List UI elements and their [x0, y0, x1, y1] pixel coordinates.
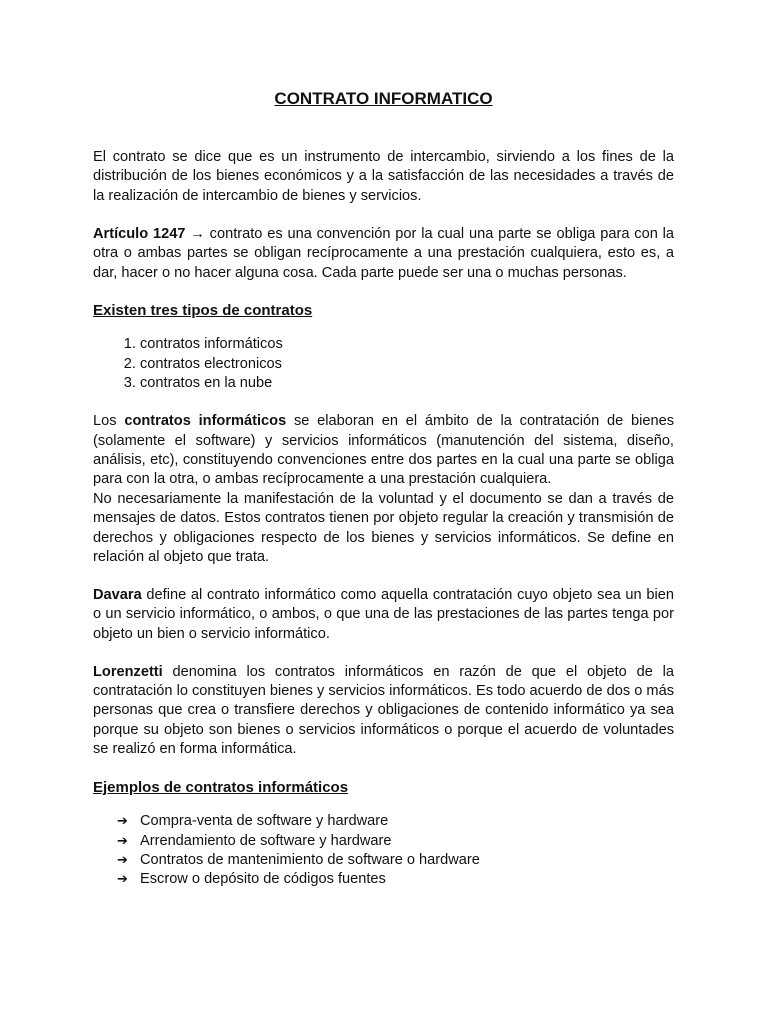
list-item	[117, 832, 674, 851]
tipos-heading: Existen tres tipos de contratos	[93, 302, 313, 320]
list-item-text: Arrendamiento de software y hardware	[140, 832, 392, 849]
ejemplos-heading: Ejemplos de contratos informáticos	[93, 779, 349, 797]
list-item: 3. contratos en la nube	[140, 374, 674, 393]
arrow-bullet-icon: ➔	[117, 814, 128, 830]
list-item: 1. contratos informáticos	[140, 335, 674, 354]
list-item	[117, 851, 674, 870]
arrow-bullet-icon: ➔	[117, 872, 128, 888]
informaticos-paragraph	[93, 412, 674, 490]
list-item-text: Contratos de mantenimiento de software o hardware	[140, 851, 480, 868]
lorenzetti-text: denomina los contratos informáticos en razón de que el objeto de la contratación lo constituyen bienes y servicios informáticos. Es todo acuerdo de dos o más personas que crea o transfiere derechos y obligaciones de contenido informático ya sea porque su objeto son bienes o servicios informáticos o porque el acuerdo de voluntades se realizó en forma informática.	[93, 663, 674, 758]
informaticos-pre: Los	[93, 413, 125, 430]
list-item	[117, 812, 674, 831]
articulo-paragraph	[93, 225, 674, 283]
lorenzetti-paragraph	[93, 663, 674, 760]
articulo-arrow: →	[190, 225, 205, 242]
articulo-label: Artículo 1247	[93, 225, 186, 242]
davara-name: Davara	[93, 586, 142, 603]
informaticos-second-paragraph: No necesariamente la manifestación de la voluntad y el documento se dan a través de mensajes de datos. Estos contratos tienen por objeto regular la creación y transmisión de derechos y obligaciones respecto de los bienes y servicios informáticos. Se define en relación al objeto que trata.	[93, 490, 674, 565]
document-page	[93, 88, 674, 890]
articulo-text: contrato es una convención por la cual una parte se obliga para con la otra o ambas partes se obligan recíprocamente a una prestación cualquiera, esto es, a dar, hacer o no hacer alguna cosa. Cada parte puede ser una o muchas personas.	[93, 225, 674, 281]
ejemplos-list	[93, 812, 674, 890]
list-item: 2. contratos electronicos	[140, 355, 674, 374]
arrow-bullet-icon: ➔	[117, 833, 128, 849]
davara-text: define al contrato informático como aquella contratación cuyo objeto sea un bien o un servicio informático, o ambos, o que una de las prestaciones de las partes tenga por objeto un bien o servicio informático.	[93, 586, 674, 642]
arrow-bullet-icon: ➔	[117, 852, 128, 868]
informaticos-bold: contratos informáticos	[124, 413, 287, 430]
tipos-list	[93, 335, 674, 393]
informaticos-text: se elaboran en el ámbito de la contratación de bienes (solamente el software) y servicios informáticos (manutención del sistema, diseño, análisis, etc), constituyendo convenciones entre dos partes en la cual una parte se obliga para con la otra, o ambas recíprocamente a una prestación cualquiera.	[93, 413, 674, 488]
page-title: CONTRATO INFORMATICO	[274, 89, 493, 108]
list-item-text: Compra-venta de software y hardware	[140, 813, 389, 830]
list-item-text: Escrow o depósito de códigos fuentes	[140, 871, 386, 888]
list-item	[117, 870, 674, 889]
lorenzetti-name: Lorenzetti	[93, 663, 163, 680]
davara-paragraph	[93, 586, 674, 644]
intro-paragraph: El contrato se dice que es un instrumento de intercambio, sirviendo a los fines de la distribución de los bienes económicos y a la satisfacción de las necesidades a través de la realización de intercambio de bienes y servicios.	[93, 149, 674, 204]
